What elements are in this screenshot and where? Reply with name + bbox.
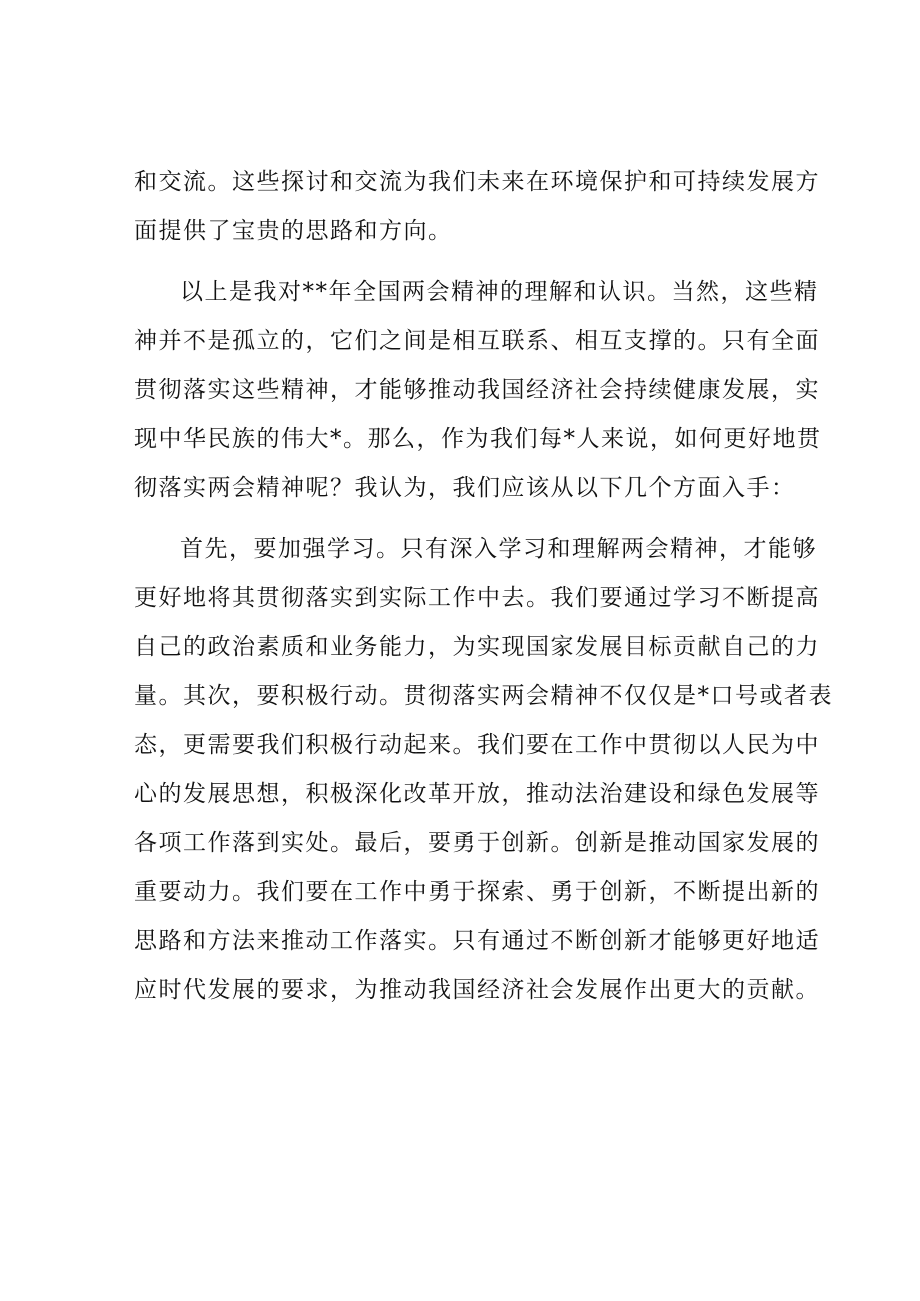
text-line: 心的发展思想，积极深化改革开放，推动法治建设和绿色发展等 [134,781,820,807]
text-line: 贯彻落实这些精神，才能够推动我国经济社会持续健康发展，实 [134,377,820,403]
text-line: 首先，要加强学习。只有深入学习和理解两会精神，才能够 [180,536,817,562]
text-line: 和交流。这些探讨和交流为我们未来在环境保护和可持续发展方 [134,169,820,195]
paragraph-3 [134,525,833,1015]
text-line: 重要动力。我们要在工作中勇于探索、勇于创新，不断提出新的 [134,879,820,905]
text-line: 量。其次，要积极行动。贯彻落实两会精神不仅仅是*口号或者表 [134,683,833,709]
text-line: 以上是我对**年全国两会精神的理解和认识。当然，这些精 [180,279,819,305]
text-line: 态，更需要我们积极行动起来。我们要在工作中贯彻以人民为中 [134,732,820,758]
text-line: 彻落实两会精神呢？我认为，我们应该从以下几个方面入手： [134,475,796,501]
text-line: 现中华民族的伟大*。那么，作为我们每*人来说，如何更好地贯 [134,426,822,452]
text-line: 自己的政治素质和业务能力，为实现国家发展目标贡献自己的力 [134,634,820,660]
text-line: 各项工作落到实处。最后，要勇于创新。创新是推动国家发展的 [134,830,820,856]
text-line: 更好地将其贯彻落实到实际工作中去。我们要通过学习不断提高 [134,585,820,611]
paragraph-1 [134,158,820,256]
paragraph-2 [134,268,822,513]
text-line: 神并不是孤立的，它们之间是相互联系、相互支撑的。只有全面 [134,328,820,354]
text-line: 思路和方法来推动工作落实。只有通过不断创新才能够更好地适 [134,928,820,954]
document-body [134,158,833,1027]
text-line: 面提供了宝贵的思路和方向。 [134,218,453,244]
text-line: 应时代发展的要求，为推动我国经济社会发展作出更大的贡献。 [134,977,820,1003]
